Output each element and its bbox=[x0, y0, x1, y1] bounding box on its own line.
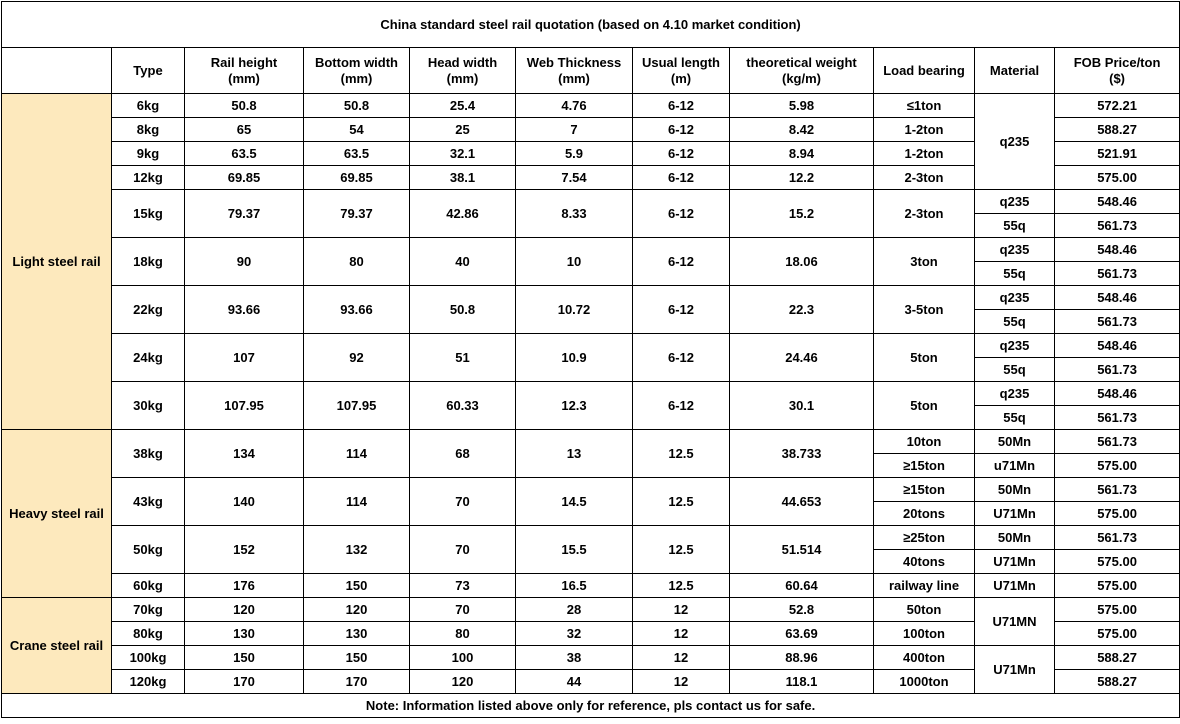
cell-weight: 60.64 bbox=[730, 574, 874, 598]
cell-bottom-width: 170 bbox=[304, 670, 410, 694]
cell-rail-height: 69.85 bbox=[185, 166, 304, 190]
cell-bottom-width: 150 bbox=[304, 646, 410, 670]
cell-weight: 52.8 bbox=[730, 598, 874, 622]
cell-price: 548.46 bbox=[1055, 238, 1180, 262]
cell-load-bearing: 10ton bbox=[874, 430, 975, 454]
cell-head-width: 70 bbox=[410, 598, 516, 622]
cell-web-thickness: 13 bbox=[516, 430, 633, 478]
cell-head-width: 25 bbox=[410, 118, 516, 142]
cell-bottom-width: 120 bbox=[304, 598, 410, 622]
cell-bottom-width: 130 bbox=[304, 622, 410, 646]
cell-load-bearing: 5ton bbox=[874, 334, 975, 382]
header-rail-height: Rail height (mm) bbox=[185, 48, 304, 94]
cell-weight: 18.06 bbox=[730, 238, 874, 286]
cell-load-bearing: 400ton bbox=[874, 646, 975, 670]
cell-rail-height: 107 bbox=[185, 334, 304, 382]
cell-web-thickness: 16.5 bbox=[516, 574, 633, 598]
cell-weight: 8.94 bbox=[730, 142, 874, 166]
cell-type: 120kg bbox=[112, 670, 185, 694]
cell-type: 100kg bbox=[112, 646, 185, 670]
header-theoretical-weight: theoretical weight (kg/m) bbox=[730, 48, 874, 94]
cell-type: 15kg bbox=[112, 190, 185, 238]
cell-price: 521.91 bbox=[1055, 142, 1180, 166]
cell-price: 588.27 bbox=[1055, 670, 1180, 694]
cell-price: 575.00 bbox=[1055, 550, 1180, 574]
header-load-bearing: Load bearing bbox=[874, 48, 975, 94]
cell-price: 548.46 bbox=[1055, 334, 1180, 358]
table-row bbox=[2, 574, 1180, 598]
cell-type: 12kg bbox=[112, 166, 185, 190]
cell-head-width: 38.1 bbox=[410, 166, 516, 190]
cell-type: 6kg bbox=[112, 94, 185, 118]
cell-bottom-width: 107.95 bbox=[304, 382, 410, 430]
cell-material: q235 bbox=[975, 382, 1055, 406]
cell-type: 80kg bbox=[112, 622, 185, 646]
cell-load-bearing: 1000ton bbox=[874, 670, 975, 694]
cell-load-bearing: 2-3ton bbox=[874, 166, 975, 190]
cell-price: 561.73 bbox=[1055, 406, 1180, 430]
cell-rail-height: 63.5 bbox=[185, 142, 304, 166]
cell-head-width: 60.33 bbox=[410, 382, 516, 430]
cell-load-bearing: 3ton bbox=[874, 238, 975, 286]
cell-web-thickness: 10.72 bbox=[516, 286, 633, 334]
table-row bbox=[2, 430, 1180, 454]
cell-material: q235 bbox=[975, 334, 1055, 358]
cell-rail-height: 140 bbox=[185, 478, 304, 526]
cell-price: 561.73 bbox=[1055, 358, 1180, 382]
cell-price: 575.00 bbox=[1055, 454, 1180, 478]
table-row bbox=[2, 94, 1180, 118]
header-head-width: Head width (mm) bbox=[410, 48, 516, 94]
cell-usual-length: 12 bbox=[633, 622, 730, 646]
cell-material: q235 bbox=[975, 94, 1055, 190]
cell-type: 43kg bbox=[112, 478, 185, 526]
cell-price: 548.46 bbox=[1055, 382, 1180, 406]
cell-weight: 12.2 bbox=[730, 166, 874, 190]
cell-usual-length: 12.5 bbox=[633, 478, 730, 526]
cell-price: 575.00 bbox=[1055, 502, 1180, 526]
header-material: Material bbox=[975, 48, 1055, 94]
cell-material: 55q bbox=[975, 262, 1055, 286]
table-row bbox=[2, 646, 1180, 670]
cell-price: 561.73 bbox=[1055, 526, 1180, 550]
cell-usual-length: 12.5 bbox=[633, 430, 730, 478]
cell-type: 60kg bbox=[112, 574, 185, 598]
cell-web-thickness: 28 bbox=[516, 598, 633, 622]
cell-head-width: 70 bbox=[410, 526, 516, 574]
category-crane-steel-rail: Crane steel rail bbox=[2, 598, 112, 694]
cell-rail-height: 120 bbox=[185, 598, 304, 622]
cell-material: u71Mn bbox=[975, 454, 1055, 478]
cell-load-bearing: 3-5ton bbox=[874, 286, 975, 334]
table-row bbox=[2, 526, 1180, 550]
cell-load-bearing: ≤1ton bbox=[874, 94, 975, 118]
cell-price: 561.73 bbox=[1055, 262, 1180, 286]
cell-web-thickness: 12.3 bbox=[516, 382, 633, 430]
cell-web-thickness: 32 bbox=[516, 622, 633, 646]
cell-bottom-width: 93.66 bbox=[304, 286, 410, 334]
cell-material: U71Mn bbox=[975, 502, 1055, 526]
cell-rail-height: 93.66 bbox=[185, 286, 304, 334]
category-light-steel-rail: Light steel rail bbox=[2, 94, 112, 430]
cell-usual-length: 6-12 bbox=[633, 334, 730, 382]
cell-web-thickness: 44 bbox=[516, 670, 633, 694]
cell-head-width: 73 bbox=[410, 574, 516, 598]
cell-load-bearing: 20tons bbox=[874, 502, 975, 526]
cell-load-bearing: ≥15ton bbox=[874, 454, 975, 478]
cell-price: 561.73 bbox=[1055, 214, 1180, 238]
cell-material: U71Mn bbox=[975, 550, 1055, 574]
header-web-thickness: Web Thickness (mm) bbox=[516, 48, 633, 94]
cell-web-thickness: 14.5 bbox=[516, 478, 633, 526]
cell-price: 561.73 bbox=[1055, 478, 1180, 502]
cell-weight: 30.1 bbox=[730, 382, 874, 430]
cell-usual-length: 12 bbox=[633, 670, 730, 694]
header-blank bbox=[2, 48, 112, 94]
cell-weight: 63.69 bbox=[730, 622, 874, 646]
cell-price: 548.46 bbox=[1055, 190, 1180, 214]
cell-type: 38kg bbox=[112, 430, 185, 478]
header-type: Type bbox=[112, 48, 185, 94]
cell-price: 561.73 bbox=[1055, 430, 1180, 454]
cell-material: U71Mn bbox=[975, 646, 1055, 694]
cell-material: 50Mn bbox=[975, 526, 1055, 550]
cell-usual-length: 12 bbox=[633, 646, 730, 670]
cell-rail-height: 152 bbox=[185, 526, 304, 574]
cell-material: 55q bbox=[975, 358, 1055, 382]
table-row bbox=[2, 190, 1180, 214]
cell-rail-height: 176 bbox=[185, 574, 304, 598]
cell-bottom-width: 69.85 bbox=[304, 166, 410, 190]
cell-bottom-width: 114 bbox=[304, 478, 410, 526]
cell-weight: 51.514 bbox=[730, 526, 874, 574]
cell-load-bearing: 5ton bbox=[874, 382, 975, 430]
cell-usual-length: 6-12 bbox=[633, 118, 730, 142]
cell-web-thickness: 8.33 bbox=[516, 190, 633, 238]
cell-price: 575.00 bbox=[1055, 166, 1180, 190]
cell-web-thickness: 7.54 bbox=[516, 166, 633, 190]
cell-type: 22kg bbox=[112, 286, 185, 334]
cell-head-width: 100 bbox=[410, 646, 516, 670]
cell-web-thickness: 10.9 bbox=[516, 334, 633, 382]
cell-price: 588.27 bbox=[1055, 646, 1180, 670]
cell-web-thickness: 15.5 bbox=[516, 526, 633, 574]
header-row bbox=[2, 48, 1180, 94]
cell-material: q235 bbox=[975, 286, 1055, 310]
cell-bottom-width: 92 bbox=[304, 334, 410, 382]
header-fob-price: FOB Price/ton ($) bbox=[1055, 48, 1180, 94]
cell-type: 24kg bbox=[112, 334, 185, 382]
table-row bbox=[2, 598, 1180, 622]
cell-type: 30kg bbox=[112, 382, 185, 430]
cell-load-bearing: ≥25ton bbox=[874, 526, 975, 550]
cell-bottom-width: 150 bbox=[304, 574, 410, 598]
cell-material: q235 bbox=[975, 190, 1055, 214]
cell-bottom-width: 63.5 bbox=[304, 142, 410, 166]
cell-price: 575.00 bbox=[1055, 598, 1180, 622]
cell-weight: 15.2 bbox=[730, 190, 874, 238]
cell-usual-length: 6-12 bbox=[633, 286, 730, 334]
table-title: China standard steel rail quotation (based on 4.10 market condition) bbox=[2, 2, 1180, 48]
cell-rail-height: 79.37 bbox=[185, 190, 304, 238]
cell-head-width: 50.8 bbox=[410, 286, 516, 334]
cell-web-thickness: 7 bbox=[516, 118, 633, 142]
cell-weight: 118.1 bbox=[730, 670, 874, 694]
cell-rail-height: 107.95 bbox=[185, 382, 304, 430]
cell-usual-length: 12.5 bbox=[633, 526, 730, 574]
cell-material: 55q bbox=[975, 214, 1055, 238]
cell-bottom-width: 54 bbox=[304, 118, 410, 142]
cell-head-width: 70 bbox=[410, 478, 516, 526]
cell-load-bearing: 2-3ton bbox=[874, 190, 975, 238]
cell-web-thickness: 38 bbox=[516, 646, 633, 670]
cell-type: 8kg bbox=[112, 118, 185, 142]
cell-price: 588.27 bbox=[1055, 118, 1180, 142]
cell-web-thickness: 4.76 bbox=[516, 94, 633, 118]
footnote: Note: Information listed above only for reference, pls contact us for safe. bbox=[2, 694, 1180, 718]
cell-type: 70kg bbox=[112, 598, 185, 622]
cell-price: 575.00 bbox=[1055, 622, 1180, 646]
cell-material: 55q bbox=[975, 310, 1055, 334]
cell-head-width: 68 bbox=[410, 430, 516, 478]
cell-price: 572.21 bbox=[1055, 94, 1180, 118]
cell-rail-height: 170 bbox=[185, 670, 304, 694]
cell-head-width: 80 bbox=[410, 622, 516, 646]
cell-material: U71Mn bbox=[975, 574, 1055, 598]
cell-head-width: 51 bbox=[410, 334, 516, 382]
cell-bottom-width: 50.8 bbox=[304, 94, 410, 118]
cell-weight: 8.42 bbox=[730, 118, 874, 142]
cell-weight: 38.733 bbox=[730, 430, 874, 478]
table-row bbox=[2, 286, 1180, 310]
cell-price: 575.00 bbox=[1055, 574, 1180, 598]
cell-load-bearing: 1-2ton bbox=[874, 142, 975, 166]
cell-material: 50Mn bbox=[975, 430, 1055, 454]
cell-bottom-width: 79.37 bbox=[304, 190, 410, 238]
cell-load-bearing: 1-2ton bbox=[874, 118, 975, 142]
header-usual-length: Usual length (m) bbox=[633, 48, 730, 94]
cell-usual-length: 6-12 bbox=[633, 94, 730, 118]
table-row bbox=[2, 382, 1180, 406]
cell-material: 50Mn bbox=[975, 478, 1055, 502]
cell-type: 18kg bbox=[112, 238, 185, 286]
cell-usual-length: 6-12 bbox=[633, 382, 730, 430]
cell-rail-height: 130 bbox=[185, 622, 304, 646]
cell-usual-length: 6-12 bbox=[633, 166, 730, 190]
cell-head-width: 120 bbox=[410, 670, 516, 694]
cell-type: 50kg bbox=[112, 526, 185, 574]
cell-web-thickness: 5.9 bbox=[516, 142, 633, 166]
rail-quotation-table bbox=[1, 1, 1180, 718]
cell-usual-length: 12 bbox=[633, 598, 730, 622]
cell-price: 561.73 bbox=[1055, 310, 1180, 334]
cell-head-width: 40 bbox=[410, 238, 516, 286]
cell-type: 9kg bbox=[112, 142, 185, 166]
cell-price: 548.46 bbox=[1055, 286, 1180, 310]
cell-rail-height: 50.8 bbox=[185, 94, 304, 118]
cell-weight: 24.46 bbox=[730, 334, 874, 382]
cell-usual-length: 6-12 bbox=[633, 238, 730, 286]
cell-bottom-width: 132 bbox=[304, 526, 410, 574]
cell-load-bearing: 40tons bbox=[874, 550, 975, 574]
table-row bbox=[2, 478, 1180, 502]
cell-load-bearing: 50ton bbox=[874, 598, 975, 622]
cell-bottom-width: 80 bbox=[304, 238, 410, 286]
cell-weight: 5.98 bbox=[730, 94, 874, 118]
cell-weight: 44.653 bbox=[730, 478, 874, 526]
cell-web-thickness: 10 bbox=[516, 238, 633, 286]
cell-head-width: 25.4 bbox=[410, 94, 516, 118]
cell-rail-height: 134 bbox=[185, 430, 304, 478]
cell-usual-length: 12.5 bbox=[633, 574, 730, 598]
table-row bbox=[2, 238, 1180, 262]
cell-material: q235 bbox=[975, 238, 1055, 262]
cell-weight: 22.3 bbox=[730, 286, 874, 334]
cell-usual-length: 6-12 bbox=[633, 190, 730, 238]
cell-load-bearing: railway line bbox=[874, 574, 975, 598]
cell-material: U71MN bbox=[975, 598, 1055, 646]
cell-head-width: 42.86 bbox=[410, 190, 516, 238]
cell-load-bearing: 100ton bbox=[874, 622, 975, 646]
table-row bbox=[2, 334, 1180, 358]
cell-bottom-width: 114 bbox=[304, 430, 410, 478]
cell-rail-height: 65 bbox=[185, 118, 304, 142]
header-bottom-width: Bottom width (mm) bbox=[304, 48, 410, 94]
cell-usual-length: 6-12 bbox=[633, 142, 730, 166]
cell-rail-height: 90 bbox=[185, 238, 304, 286]
cell-rail-height: 150 bbox=[185, 646, 304, 670]
cell-head-width: 32.1 bbox=[410, 142, 516, 166]
cell-material: 55q bbox=[975, 406, 1055, 430]
category-heavy-steel-rail: Heavy steel rail bbox=[2, 430, 112, 598]
cell-load-bearing: ≥15ton bbox=[874, 478, 975, 502]
cell-weight: 88.96 bbox=[730, 646, 874, 670]
